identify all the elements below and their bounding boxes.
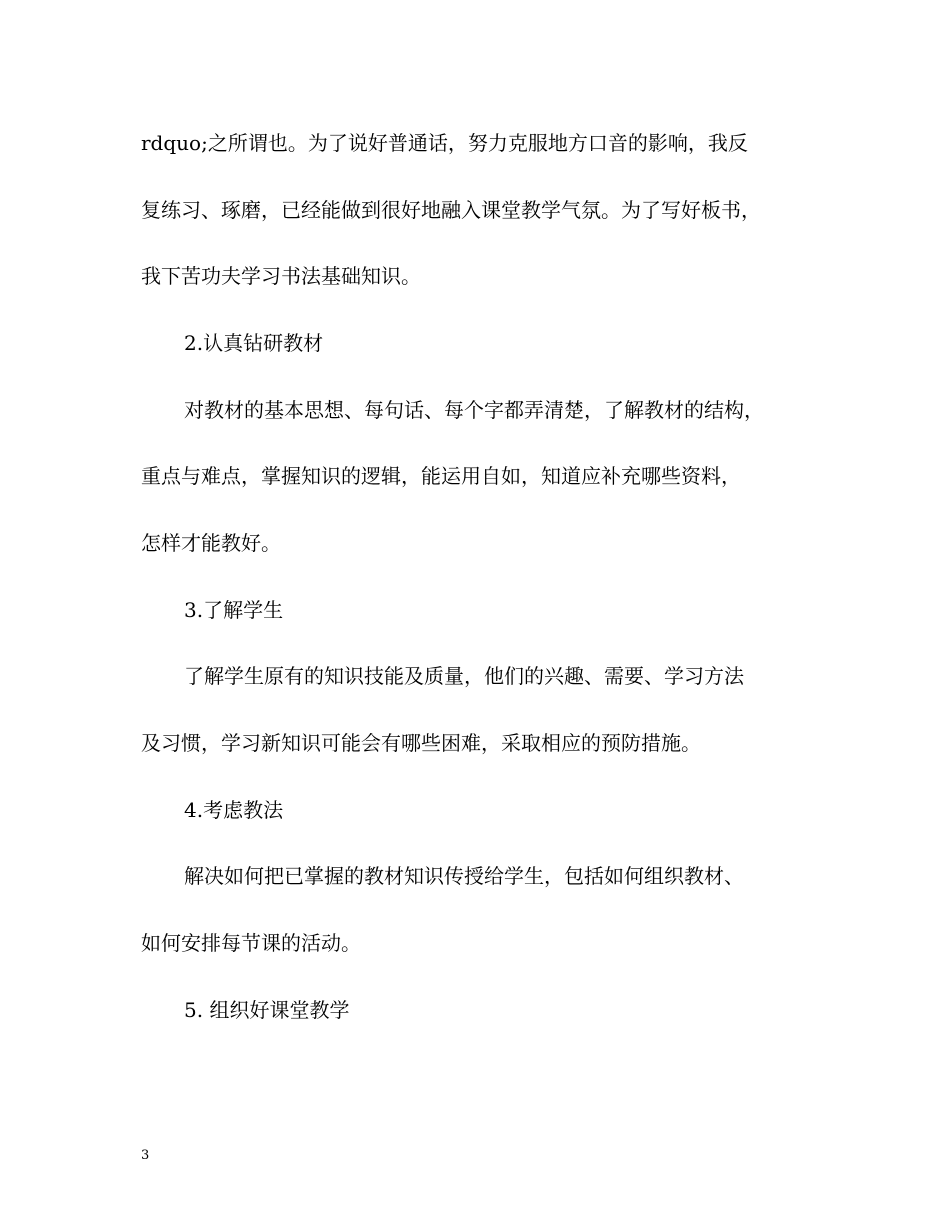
body-text-line: rdquo;之所谓也。为了说好普通话，努力克服地方口音的影响，我反 (141, 131, 748, 155)
body-text-line: 怎样才能教好。 (141, 531, 281, 555)
section-heading: 3.了解学生 (184, 598, 284, 622)
section-heading: 4.考虑教法 (184, 798, 284, 822)
section-heading: 5. 组织好课堂教学 (184, 998, 350, 1022)
body-text-line: 复练习、琢磨，已经能做到很好地融入课堂教学气氛。为了写好板书， (141, 198, 761, 222)
body-text-line: 重点与难点，掌握知识的逻辑，能运用自如，知道应补充哪些资料， (141, 464, 741, 488)
body-text-line: 如何安排每节课的活动。 (141, 931, 361, 955)
body-text-line: 及习惯，学习新知识可能会有哪些困难，采取相应的预防措施。 (141, 731, 701, 755)
body-text-line: 对教材的基本思想、每句话、每个字都弄清楚，了解教材的结构， (184, 398, 764, 422)
body-text-line: 解决如何把已掌握的教材知识传授给学生，包括如何组织教材、 (184, 864, 744, 888)
body-text-line: 我下苦功夫学习书法基础知识。 (141, 264, 421, 288)
section-heading: 2.认真钻研教材 (184, 331, 324, 355)
page-number: 3 (141, 1148, 150, 1163)
body-text-line: 了解学生原有的知识技能及质量，他们的兴趣、需要、学习方法 (184, 664, 744, 688)
